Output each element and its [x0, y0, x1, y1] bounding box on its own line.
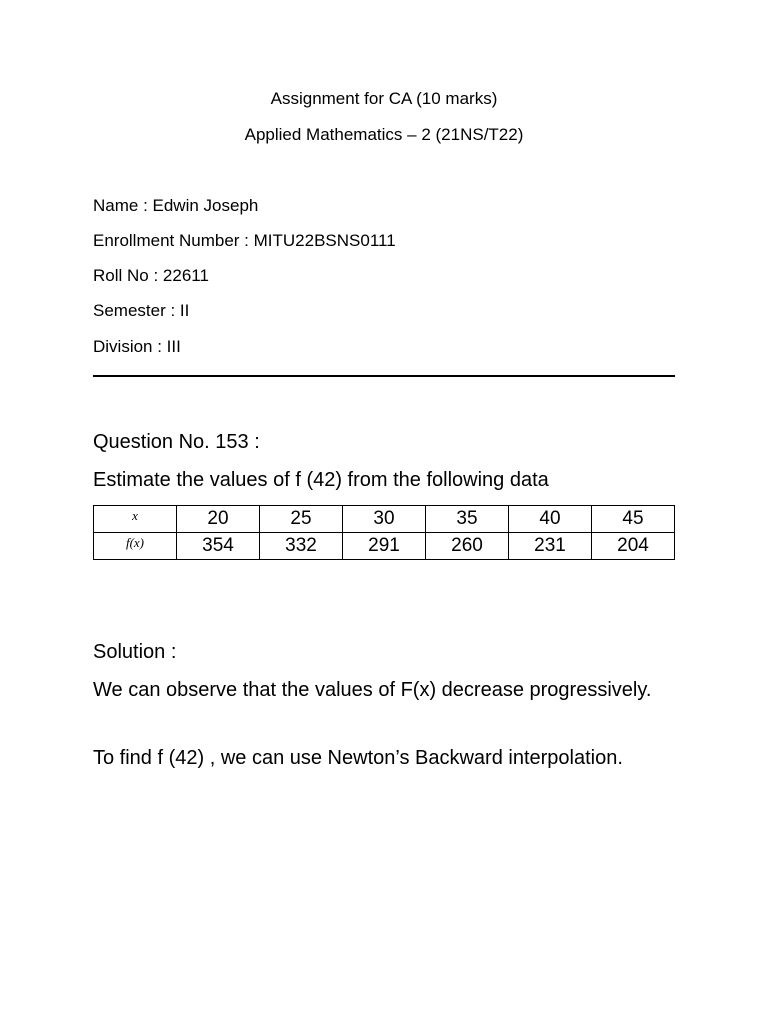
- table-cell: 20: [177, 506, 260, 533]
- table-row-fx: [94, 533, 675, 560]
- x-label-cell: x: [94, 506, 177, 533]
- table-cell: 332: [260, 533, 343, 560]
- fx-label-cell: f(x): [94, 533, 177, 560]
- enrollment-number: Enrollment Number : MITU22BSNS0111: [93, 231, 396, 250]
- division: Division : III: [93, 337, 181, 356]
- student-name: Name : Edwin Joseph: [93, 196, 259, 215]
- table-cell: 260: [426, 533, 509, 560]
- solution-title: Solution :: [93, 641, 177, 663]
- table-cell: 291: [343, 533, 426, 560]
- table-cell: 231: [509, 533, 592, 560]
- assignment-title: Assignment for CA (10 marks): [270, 89, 498, 108]
- roll-number: Roll No : 22611: [93, 266, 209, 285]
- table-cell: 40: [509, 506, 592, 533]
- table-cell: 354: [177, 533, 260, 560]
- table-row-x: [94, 506, 675, 533]
- data-table: [93, 505, 675, 560]
- question-title: Question No. 153 :: [93, 431, 260, 453]
- course-title: Applied Mathematics – 2 (21NS/T22): [244, 125, 524, 144]
- question-text: Estimate the values of f (42) from the following data: [93, 469, 549, 491]
- table-cell: 30: [343, 506, 426, 533]
- solution-paragraph-1: We can observe that the values of F(x) decrease progressively.: [93, 679, 652, 701]
- table-cell: 204: [592, 533, 675, 560]
- solution-paragraph-2: To find f (42) , we can use Newton’s Backward interpolation.: [93, 747, 623, 769]
- table-cell: 45: [592, 506, 675, 533]
- semester: Semester : II: [93, 301, 190, 320]
- horizontal-rule: [93, 375, 675, 377]
- table-cell: 25: [260, 506, 343, 533]
- table-cell: 35: [426, 506, 509, 533]
